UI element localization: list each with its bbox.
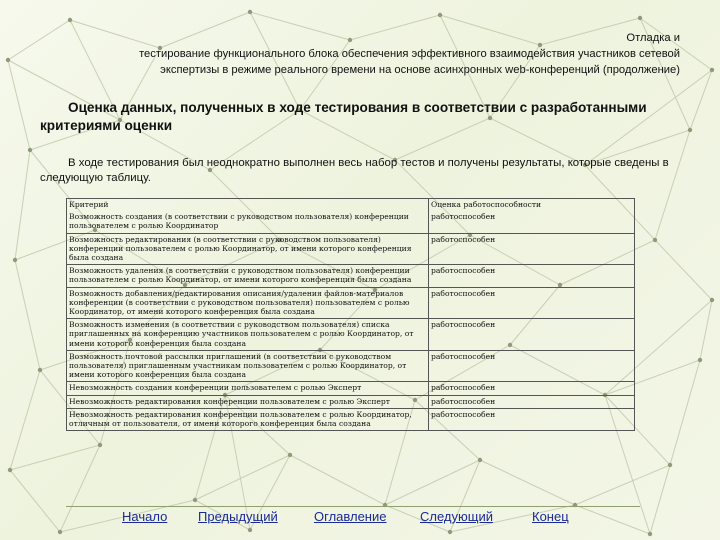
title-line-1: Отладка и bbox=[626, 32, 680, 44]
network-node bbox=[478, 458, 482, 462]
network-node bbox=[710, 68, 714, 72]
table-row bbox=[67, 265, 635, 287]
table-row bbox=[67, 382, 635, 395]
network-node bbox=[68, 18, 72, 22]
network-line bbox=[575, 465, 670, 505]
table-row bbox=[67, 233, 635, 265]
network-node bbox=[710, 298, 714, 302]
score-cell: работоспособен bbox=[429, 382, 635, 395]
navigation-bar bbox=[66, 506, 640, 529]
network-node bbox=[288, 453, 292, 457]
criterion-cell: Невозможность редактирования конференции пользователем с ролью Эксперт bbox=[67, 395, 429, 408]
network-node bbox=[6, 58, 10, 62]
network-node bbox=[248, 10, 252, 14]
nav-next-link[interactable]: Следующий bbox=[420, 509, 493, 524]
nav-prev-link[interactable]: Предыдущий bbox=[198, 509, 278, 524]
network-line bbox=[650, 465, 670, 534]
criterion-cell: Возможность редактирования (в соответствии с руководством пользователя) конференции пользователем с ролью Координатор, от имени которого конференция была создана bbox=[67, 233, 429, 265]
score-cell: работоспособен bbox=[429, 287, 635, 319]
score-cell: работоспособен bbox=[429, 395, 635, 408]
table-row bbox=[67, 211, 635, 233]
criterion-cell: Возможность почтовой рассылки приглашений (в соответствии с руководством пользователя) приглашенным участникам пользователем с ролью Координатор, от имени которого конференция была создана bbox=[67, 350, 429, 382]
network-node bbox=[28, 148, 32, 152]
network-node bbox=[438, 13, 442, 17]
criterion-cell: Возможность удаления (в соответствии с руководством пользователя) конференции пользователем с ролью Координатор, от имени которого конференция была создана bbox=[67, 265, 429, 287]
criterion-cell: Возможность добавления/редактирования описания/удаления файлов-материалов конференции (в соответствии с руководством пользователя) пользователем с ролью Координатор, от имени которого конференция была создана bbox=[67, 287, 429, 319]
network-line bbox=[15, 260, 40, 370]
score-cell: работоспособен bbox=[429, 211, 635, 233]
network-line bbox=[10, 470, 60, 532]
score-cell: работоспособен bbox=[429, 350, 635, 382]
network-line bbox=[8, 60, 30, 150]
header-score: Оценка работоспособности bbox=[429, 199, 635, 212]
table-row bbox=[67, 395, 635, 408]
criterion-cell: Невозможность создания конференции пользователем с ролью Эксперт bbox=[67, 382, 429, 395]
network-node bbox=[58, 530, 62, 534]
network-node bbox=[638, 16, 642, 20]
network-node bbox=[668, 463, 672, 467]
network-node bbox=[648, 532, 652, 536]
table-row bbox=[67, 408, 635, 430]
network-line bbox=[480, 460, 575, 505]
network-line bbox=[10, 370, 40, 470]
network-line bbox=[655, 240, 712, 300]
table-row bbox=[67, 287, 635, 319]
results-table bbox=[66, 198, 635, 431]
network-line bbox=[15, 150, 30, 260]
network-line bbox=[8, 20, 70, 60]
nav-start-link[interactable]: Начало bbox=[122, 509, 168, 524]
slide-title bbox=[70, 30, 680, 78]
intro-paragraph: В ходе тестирования был неоднократно выполнен весь набор тестов и получены результаты, которые сведены в следующую таблицу. bbox=[40, 157, 669, 184]
network-line bbox=[290, 455, 385, 505]
table-row bbox=[67, 350, 635, 382]
network-node bbox=[98, 443, 102, 447]
title-line-3: экспертизы в режиме реального времени на основе асинхронных web-конференций (продолжение) bbox=[160, 64, 680, 76]
network-node bbox=[8, 468, 12, 472]
criterion-cell: Невозможность редактирования конференции пользователем с ролью Координатор, отличным от пользователя, от имени которого конференция была создана bbox=[67, 408, 429, 430]
network-line bbox=[195, 455, 290, 500]
title-line-2: тестирование функционального блока обеспечения эффективного взаимодействия участников сетевой bbox=[139, 48, 680, 60]
network-line bbox=[385, 460, 480, 505]
network-node bbox=[448, 530, 452, 534]
table-row bbox=[67, 319, 635, 351]
score-cell: работоспособен bbox=[429, 319, 635, 351]
network-node bbox=[193, 498, 197, 502]
score-cell: работоспособен bbox=[429, 408, 635, 430]
network-line bbox=[670, 360, 700, 465]
network-line bbox=[690, 70, 712, 130]
nav-end-link[interactable]: Конец bbox=[532, 509, 569, 524]
header-criterion: Критерий bbox=[67, 199, 429, 212]
network-line bbox=[10, 445, 100, 470]
network-node bbox=[653, 238, 657, 242]
network-node bbox=[38, 368, 42, 372]
network-node bbox=[13, 258, 17, 262]
criterion-cell: Возможность изменения (в соответствии с руководством пользователя) списка приглашенных на конференцию участников пользователем с ролью Координатор, от имени которого конференция была создана bbox=[67, 319, 429, 351]
score-cell: работоспособен bbox=[429, 265, 635, 287]
nav-toc-link[interactable]: Оглавление bbox=[314, 509, 387, 524]
criterion-cell: Возможность создания (в соответствии с руководством пользователя) конференции пользователем с ролью Координатор bbox=[67, 211, 429, 233]
score-cell: работоспособен bbox=[429, 233, 635, 265]
section-heading: Оценка данных, полученных в ходе тестирования в соответствии с разработанными критериями оценки bbox=[40, 100, 647, 133]
table-header-row bbox=[67, 199, 635, 212]
network-node bbox=[698, 358, 702, 362]
